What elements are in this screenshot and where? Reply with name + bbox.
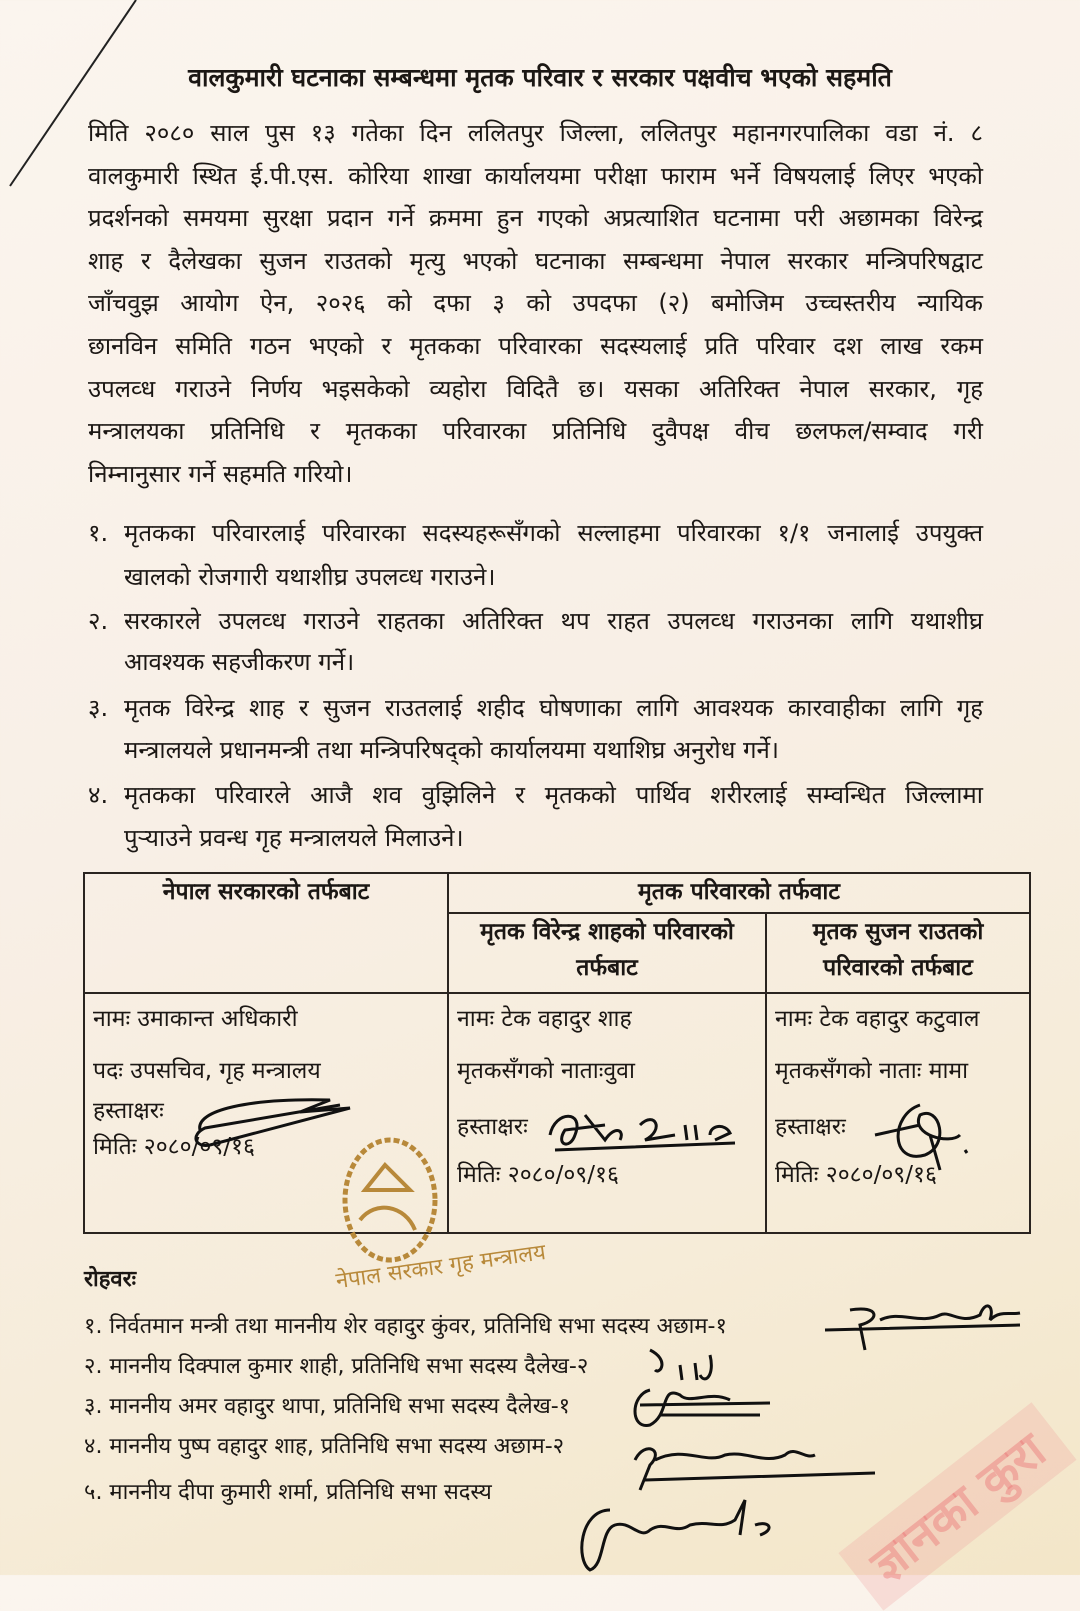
stamp-text: नेपाल सरकार गृह मन्त्रालय [334, 1239, 548, 1295]
gov-date: मितिः २०८०/०९/१६ [93, 1134, 255, 1160]
paragraph-line: शाह र दैलेखका सुजन राउतको मृत्यु भएको घटनाका सम्बन्धमा नेपाल सरकार मन्त्रिपरिषद्वाट [88, 247, 983, 275]
point-3: ३. मृतक विरेन्द्र शाह र सुजन राउतलाई शहीद घोषणाका लागि आवश्यक कारवाहीका लागि गृह [88, 694, 983, 722]
witness-item: ५. माननीय दीपा कुमारी शर्मा, प्रतिनिधि सभा सदस्य [84, 1480, 492, 1505]
family1-date: मितिः २०८०/०९/१६ [457, 1162, 619, 1188]
witness-item: ४. माननीय पुष्प वहादुर शाह, प्रतिनिधि सभा सदस्य अछाम-२ [84, 1434, 565, 1459]
watermark-logo: ज्ञानका कुरा [838, 1402, 1076, 1610]
paragraph-line: मन्त्रालयका प्रतिनिधि र मृतकका परिवारका प्रतिनिधि दुवैपक्ष वीच छलफल/सम्वाद गरी [88, 417, 983, 445]
paragraph-line: मिति २०८० साल पुस १३ गतेका दिन ललितपुर जिल्ला, ललितपुर महानगरपालिका वडा नं. ८ [88, 119, 983, 147]
paragraph-line: जाँचवुझ आयोग ऐन, २०२६ को दफा ३ को उपदफा (२) बमोजिम उच्चस्तरीय न्यायिक [88, 289, 983, 317]
point-4: ४. मृतकका परिवारले आजै शव वुझिलिने र मृतकको पार्थिव शरीरलाई सम्वन्धित जिल्लामा [88, 781, 983, 809]
point-2: २. सरकारले उपलव्ध गराउने राहतका अतिरिक्त थप राहत उपलव्ध गराउनका लागि यथाशीघ्र [88, 607, 983, 635]
point-4-cont: पुऱ्याउने प्रवन्ध गृह मन्त्रालयले मिलाउने। [124, 824, 464, 852]
signature-table [83, 872, 1031, 1234]
paragraph-line: छानविन समिति गठन भएको र मृतकका परिवारका सदस्यलाई प्रति परिवार दश लाख रकम [88, 332, 983, 360]
witness4-signature [625, 1435, 885, 1495]
family1-signature-label: हस्ताक्षरः [457, 1114, 528, 1140]
point-2-cont: आवश्यक सहजीकरण गर्ने। [124, 648, 355, 676]
gov-name: नामः उमाकान्त अधिकारी [93, 1006, 298, 1032]
point-1-cont: खालको रोजगारी यथाशीघ्र उपलव्ध गराउने। [124, 563, 496, 591]
family1-name: नामः टेक वहादुर शाह [457, 1006, 632, 1032]
family1-relation: मृतकसँगको नाताःवुवा [457, 1058, 635, 1084]
witness-item: २. माननीय दिक्पाल कुमार शाही, प्रतिनिधि सभा सदस्य दैलेख-२ [84, 1354, 589, 1379]
family-header: मृतक परिवारको तर्फवाट [448, 873, 1030, 913]
gov-header: नेपाल सरकारको तर्फबाट [84, 873, 448, 993]
document-title: वालकुमारी घटनाका सम्बन्धमा मृतक परिवार र सरकार पक्षवीच भएको सहमति [188, 63, 892, 92]
witness-item: ३. माननीय अमर वहादुर थापा, प्रतिनिधि सभा सदस्य दैलेख-१ [84, 1394, 571, 1419]
paragraph-line: निम्नानुसार गर्ने सहमति गरियो। [88, 460, 353, 488]
witness2-3-signature [620, 1345, 780, 1435]
paragraph-line: प्रदर्शनको समयमा सुरक्षा प्रदान गर्ने क्रममा हुन गएको अप्रत्याशित घटनामा परी अछामका विरेन्द्र [88, 204, 983, 232]
family2-name: नामः टेक वहादुर कटुवाल [775, 1006, 980, 1032]
family2-date: मितिः २०८०/०९/१६ [775, 1162, 937, 1188]
point-3-cont: मन्त्रालयले प्रधानमन्त्री तथा मन्त्रिपरिषद्को कार्यालयमा यथाशिघ्र अनुरोध गर्ने। [124, 736, 779, 764]
family2-header: मृतक सुजन राउतको परिवारको तर्फबाट [766, 913, 1030, 993]
family1-header: मृतक विरेन्द्र शाहको परिवारको तर्फबाट [448, 913, 766, 993]
family1-signature [545, 1105, 745, 1155]
witness-label: रोहवरः [84, 1267, 137, 1292]
gov-post: पदः उपसचिव, गृह मन्त्रालय [93, 1058, 321, 1084]
witness-item: १. निर्वतमान मन्त्री तथा माननीय शेर वहादुर कुंवर, प्रतिनिधि सभा सदस्य अछाम-१ [84, 1314, 727, 1339]
witness5-signature [570, 1490, 790, 1575]
witness1-signature [820, 1295, 1040, 1355]
family2-signature-label: हस्ताक्षरः [775, 1114, 846, 1140]
paragraph-line: उपलव्ध गराउने निर्णय भइसकेको व्यहोरा विदितै छ। यसका अतिरिक्त नेपाल सरकार, गृह [88, 375, 983, 403]
gov-signature-label: हस्ताक्षरः [93, 1098, 164, 1124]
family2-signature [870, 1095, 980, 1175]
family2-relation: मृतकसँगको नाताः मामा [775, 1058, 969, 1084]
point-1: १. मृतकका परिवारलाई परिवारका सदस्यहरूसँगको सल्लाहमा परिवारका १/१ जनालाई उपयुक्त [88, 519, 983, 547]
paragraph-line: वालकुमारी स्थित ई.पी.एस. कोरिया शाखा कार्यालयमा परीक्षा फाराम भर्ने विषयलाई लिएर भएको [88, 162, 983, 190]
